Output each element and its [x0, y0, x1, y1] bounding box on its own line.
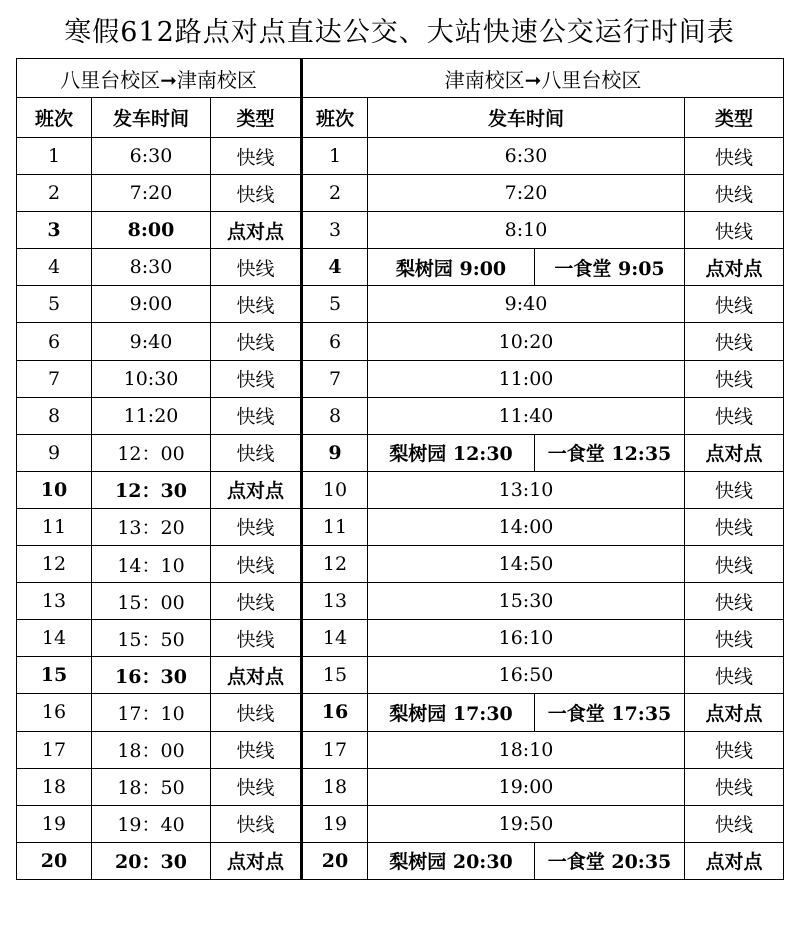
right-trip-number: 10	[302, 471, 368, 508]
right-trip-number: 15	[302, 657, 368, 694]
right-departure-time: 7:20	[368, 175, 685, 212]
left-trip-type: 点对点	[211, 842, 302, 879]
left-trip-number: 14	[17, 620, 92, 657]
left-col-number: 班次	[17, 98, 92, 138]
table-row	[17, 805, 784, 842]
right-trip-type: 点对点	[685, 694, 784, 731]
right-departure-lishuyuan: 梨树园 9:00	[368, 249, 535, 286]
right-trip-number: 7	[302, 360, 368, 397]
left-trip-type: 点对点	[211, 471, 302, 508]
left-trip-type: 点对点	[211, 212, 302, 249]
right-trip-number: 18	[302, 768, 368, 805]
left-trip-type: 快线	[211, 546, 302, 583]
right-trip-type: 快线	[685, 805, 784, 842]
right-departure-canteen: 一食堂 12:35	[535, 434, 685, 471]
table-row	[17, 842, 784, 879]
right-trip-number: 8	[302, 397, 368, 434]
right-departure-time: 8:10	[368, 212, 685, 249]
right-departure-time: 13:10	[368, 471, 685, 508]
left-trip-type: 快线	[211, 768, 302, 805]
table-row	[17, 138, 784, 175]
left-trip-number: 9	[17, 434, 92, 471]
left-departure-time: 9:00	[92, 286, 211, 323]
left-trip-type: 快线	[211, 175, 302, 212]
table-row	[17, 657, 784, 694]
left-trip-number: 10	[17, 471, 92, 508]
left-departure-time: 15：50	[92, 620, 211, 657]
right-trip-type: 快线	[685, 360, 784, 397]
left-departure-time: 15：00	[92, 583, 211, 620]
right-departure-time: 14:50	[368, 546, 685, 583]
table-row	[17, 212, 784, 249]
right-departure-time: 19:50	[368, 805, 685, 842]
right-trip-type: 快线	[685, 583, 784, 620]
left-trip-type: 点对点	[211, 657, 302, 694]
right-trip-number: 1	[302, 138, 368, 175]
left-trip-type: 快线	[211, 508, 302, 545]
table-row	[17, 360, 784, 397]
table-row	[17, 397, 784, 434]
left-departure-time: 8:30	[92, 249, 211, 286]
right-trip-type: 快线	[685, 286, 784, 323]
right-trip-number: 13	[302, 583, 368, 620]
left-trip-number: 7	[17, 360, 92, 397]
right-departure-time: 11:00	[368, 360, 685, 397]
table-row	[17, 620, 784, 657]
left-trip-number: 4	[17, 249, 92, 286]
left-departure-time: 10:30	[92, 360, 211, 397]
left-trip-number: 19	[17, 805, 92, 842]
right-departure-canteen: 一食堂 20:35	[535, 842, 685, 879]
right-departure-time: 11:40	[368, 397, 685, 434]
right-trip-number: 19	[302, 805, 368, 842]
right-trip-number: 14	[302, 620, 368, 657]
left-departure-time: 19：40	[92, 805, 211, 842]
right-departure-time: 19:00	[368, 768, 685, 805]
right-departure-time: 6:30	[368, 138, 685, 175]
table-row	[17, 583, 784, 620]
left-departure-time: 17：10	[92, 694, 211, 731]
left-trip-number: 11	[17, 508, 92, 545]
left-trip-number: 18	[17, 768, 92, 805]
left-trip-number: 20	[17, 842, 92, 879]
right-trip-number: 3	[302, 212, 368, 249]
right-trip-number: 20	[302, 842, 368, 879]
left-trip-type: 快线	[211, 434, 302, 471]
table-row	[17, 323, 784, 360]
left-departure-time: 12：30	[92, 471, 211, 508]
right-trip-number: 16	[302, 694, 368, 731]
left-departure-time: 12：00	[92, 434, 211, 471]
left-trip-type: 快线	[211, 583, 302, 620]
right-trip-number: 9	[302, 434, 368, 471]
left-departure-time: 18：00	[92, 731, 211, 768]
timetable	[16, 58, 784, 880]
left-departure-time: 11:20	[92, 397, 211, 434]
page-title: 寒假612路点对点直达公交、大站快速公交运行时间表	[64, 17, 735, 48]
right-trip-type: 快线	[685, 471, 784, 508]
left-trip-number: 15	[17, 657, 92, 694]
table-row	[17, 471, 784, 508]
timetable-body	[17, 138, 784, 880]
right-departure-time: 14:00	[368, 508, 685, 545]
left-departure-time: 9:40	[92, 323, 211, 360]
right-departure-time: 16:50	[368, 657, 685, 694]
left-trip-type: 快线	[211, 360, 302, 397]
left-departure-time: 20：30	[92, 842, 211, 879]
right-trip-type: 快线	[685, 768, 784, 805]
left-trip-number: 13	[17, 583, 92, 620]
table-row	[17, 508, 784, 545]
left-trip-number: 6	[17, 323, 92, 360]
table-row	[17, 175, 784, 212]
right-trip-number: 17	[302, 731, 368, 768]
right-direction-heading: 津南校区➞八里台校区	[302, 59, 784, 98]
right-departure-time: 16:10	[368, 620, 685, 657]
left-trip-type: 快线	[211, 620, 302, 657]
right-departure-lishuyuan: 梨树园 12:30	[368, 434, 535, 471]
right-departure-time: 9:40	[368, 286, 685, 323]
table-row	[17, 434, 784, 471]
right-trip-type: 快线	[685, 657, 784, 694]
left-trip-number: 8	[17, 397, 92, 434]
left-col-type: 类型	[211, 98, 302, 138]
right-departure-time: 15:30	[368, 583, 685, 620]
left-trip-type: 快线	[211, 731, 302, 768]
right-departure-time: 10:20	[368, 323, 685, 360]
right-trip-number: 5	[302, 286, 368, 323]
left-trip-number: 3	[17, 212, 92, 249]
right-trip-type: 点对点	[685, 249, 784, 286]
right-departure-lishuyuan: 梨树园 17:30	[368, 694, 535, 731]
right-col-number: 班次	[302, 98, 368, 138]
right-trip-type: 点对点	[685, 842, 784, 879]
left-trip-type: 快线	[211, 694, 302, 731]
left-trip-number: 16	[17, 694, 92, 731]
right-departure-time: 18:10	[368, 731, 685, 768]
left-trip-number: 1	[17, 138, 92, 175]
left-trip-number: 12	[17, 546, 92, 583]
right-departure-canteen: 一食堂 9:05	[535, 249, 685, 286]
left-trip-type: 快线	[211, 805, 302, 842]
left-trip-type: 快线	[211, 286, 302, 323]
left-trip-number: 5	[17, 286, 92, 323]
right-trip-type: 快线	[685, 508, 784, 545]
table-row	[17, 694, 784, 731]
left-trip-type: 快线	[211, 323, 302, 360]
left-trip-number: 2	[17, 175, 92, 212]
right-departure-lishuyuan: 梨树园 20:30	[368, 842, 535, 879]
left-direction-heading: 八里台校区➞津南校区	[17, 59, 302, 98]
right-trip-type: 快线	[685, 138, 784, 175]
left-trip-type: 快线	[211, 138, 302, 175]
left-departure-time: 8:00	[92, 212, 211, 249]
right-trip-number: 4	[302, 249, 368, 286]
left-departure-time: 7:20	[92, 175, 211, 212]
left-trip-type: 快线	[211, 397, 302, 434]
left-col-time: 发车时间	[92, 98, 211, 138]
right-trip-type: 快线	[685, 731, 784, 768]
right-trip-type: 快线	[685, 212, 784, 249]
left-trip-type: 快线	[211, 249, 302, 286]
right-trip-number: 12	[302, 546, 368, 583]
right-departure-canteen: 一食堂 17:35	[535, 694, 685, 731]
right-col-time: 发车时间	[368, 98, 685, 138]
left-departure-time: 6:30	[92, 138, 211, 175]
left-departure-time: 16：30	[92, 657, 211, 694]
table-row	[17, 731, 784, 768]
left-departure-time: 13：20	[92, 508, 211, 545]
right-trip-number: 6	[302, 323, 368, 360]
table-row	[17, 768, 784, 805]
table-row	[17, 286, 784, 323]
left-departure-time: 18：50	[92, 768, 211, 805]
right-trip-type: 快线	[685, 323, 784, 360]
right-trip-type: 点对点	[685, 434, 784, 471]
left-departure-time: 14：10	[92, 546, 211, 583]
right-col-type: 类型	[685, 98, 784, 138]
table-row	[17, 546, 784, 583]
right-trip-number: 11	[302, 508, 368, 545]
table-row	[17, 249, 784, 286]
right-trip-type: 快线	[685, 175, 784, 212]
right-trip-type: 快线	[685, 620, 784, 657]
right-trip-type: 快线	[685, 546, 784, 583]
right-trip-number: 2	[302, 175, 368, 212]
left-trip-number: 17	[17, 731, 92, 768]
right-trip-type: 快线	[685, 397, 784, 434]
